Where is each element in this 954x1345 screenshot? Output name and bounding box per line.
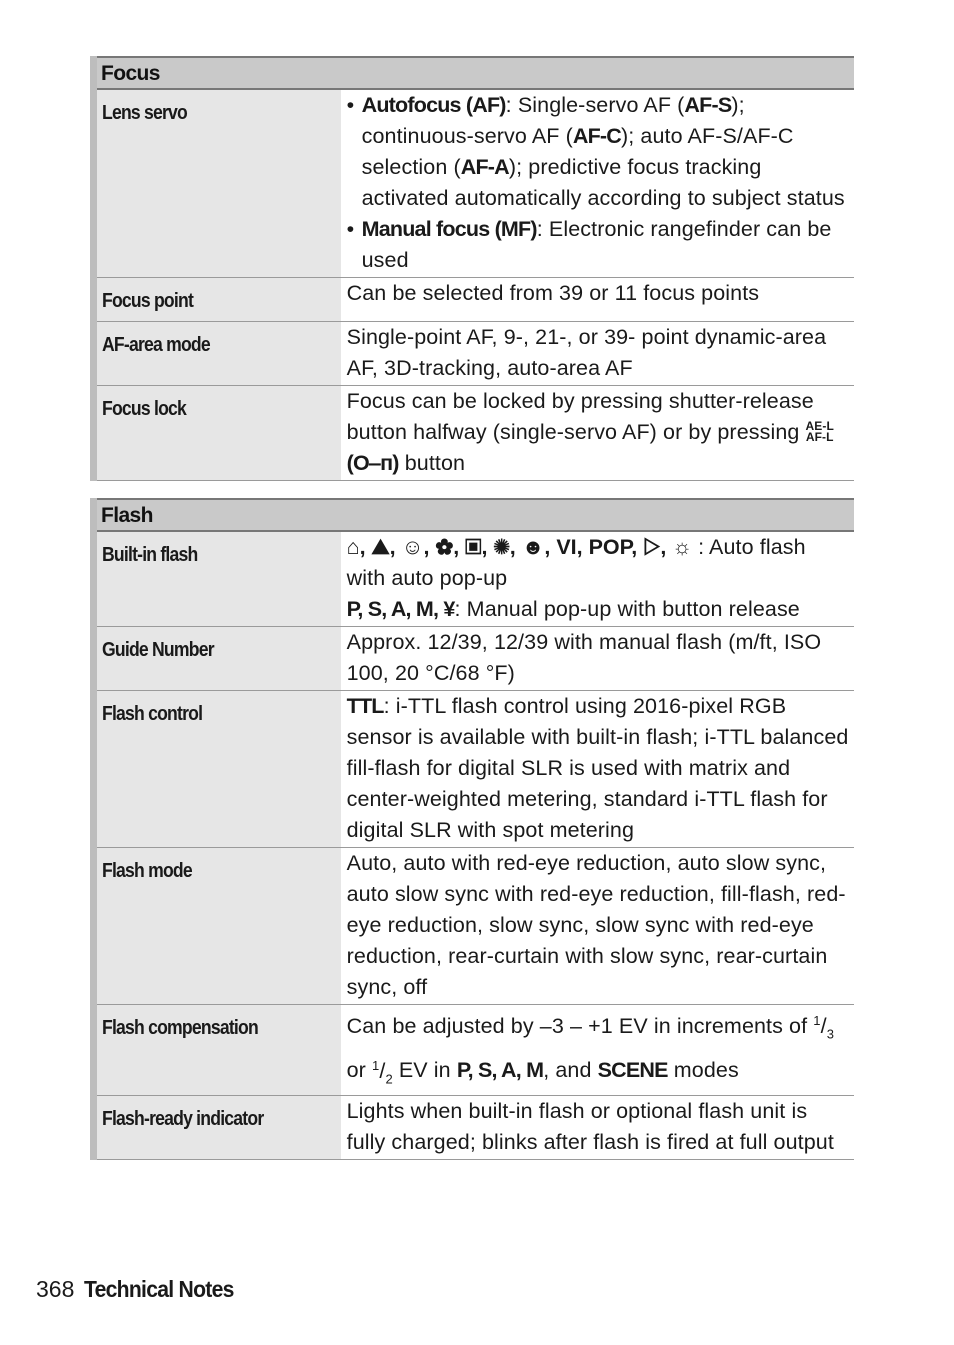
section-title: Flash	[94, 499, 855, 531]
table-row	[94, 1005, 855, 1096]
scene-mode-icons: ⌂, ⛰, ☺, ✿, ▣, ✺, ☻, VI, POP, ▷, ☼	[346, 535, 693, 559]
page-number: 368	[36, 1276, 75, 1302]
row-label: Flash control	[94, 691, 341, 848]
page-footer	[36, 1276, 247, 1303]
fraction-one-third: $^1/_3$	[813, 1013, 835, 1042]
row-label: Focus point	[94, 278, 341, 322]
row-label: Focus lock	[94, 386, 341, 481]
row-label: Lens servo	[94, 89, 341, 278]
row-label: Guide Number	[94, 627, 341, 691]
row-value: Lights when built-in flash or optional flash unit is fully charged; blinks after flash is fired at full output	[341, 1095, 854, 1159]
table-row	[94, 89, 855, 278]
table-row	[94, 848, 855, 1005]
ae-af-lock-icon: AE-L AF-L	[805, 419, 834, 444]
key-icon: (O‒п)	[346, 451, 399, 475]
exposure-mode-icons: P, S, A, M, ¥	[346, 597, 455, 621]
flash-section-header	[94, 499, 855, 531]
flash-spec-table	[90, 498, 854, 1160]
row-value: TTL: i-TTL flash control using 2016-pixel RGB sensor is available with built-in flash; i-TTL balanced fill-flash for digital SLR is used with matrix and center-weighted metering, standard i-TTL flash for digital SLR with spot metering	[341, 691, 854, 848]
lens-servo-list	[347, 90, 850, 276]
fraction-one-half: $^1/_2$	[372, 1057, 393, 1086]
list-item: • Autofocus (AF): Single-servo AF (AF-S); continuous-servo AF (AF-C); auto AF-S/AF-C selection (AF-A); predictive focus tracking activated automatically according to subject status	[347, 90, 850, 214]
row-label: Flash compensation	[94, 1005, 341, 1096]
row-label: Built-in flash	[94, 531, 341, 627]
chapter-title: Technical Notes	[84, 1276, 235, 1302]
row-label: AF-area mode	[94, 322, 341, 386]
row-value	[341, 89, 854, 278]
table-row	[94, 322, 855, 386]
row-value: Can be selected from 39 or 11 focus points	[341, 278, 854, 322]
row-value: Focus can be locked by pressing shutter-release button halfway (single-servo AF) or by pressing AE-L AF-L (O‒п) button	[341, 386, 854, 481]
focus-spec-table	[90, 56, 854, 481]
table-row	[94, 278, 855, 322]
row-value: Single-point AF, 9-, 21-, or 39- point dynamic-area AF, 3D-tracking, auto-area AF	[341, 322, 854, 386]
table-row	[94, 691, 855, 848]
focus-section-header	[94, 57, 855, 89]
row-value: ⌂, ⛰, ☺, ✿, ▣, ✺, ☻, VI, POP, ▷, ☼ : Auto flash with auto pop-up P, S, A, M, ¥: Manual pop-up with button release	[341, 531, 854, 627]
list-item: • Manual focus (MF): Electronic rangefinder can be used	[347, 214, 850, 276]
table-row	[94, 531, 855, 627]
row-label: Flash mode	[94, 848, 341, 1005]
row-value: Can be adjusted by –3 – +1 EV in increments of $^1/_3$ or $^1/_2$ EV in P, S, A, M, and SCENE modes	[341, 1005, 854, 1096]
section-title: Focus	[94, 57, 855, 89]
row-value: Approx. 12/39, 12/39 with manual flash (m/ft, ISO 100, 20 °C/68 °F)	[341, 627, 854, 691]
row-label: Flash-ready indicator	[94, 1095, 341, 1159]
table-row	[94, 386, 855, 481]
row-value: Auto, auto with red-eye reduction, auto slow sync, auto slow sync with red-eye reduction, fill-flash, red-eye reduction, slow sync, slow sync with red-eye reduction, rear-curtain with slow sync, rear-curtain sync, off	[341, 848, 854, 1005]
table-row	[94, 627, 855, 691]
table-row	[94, 1095, 855, 1159]
